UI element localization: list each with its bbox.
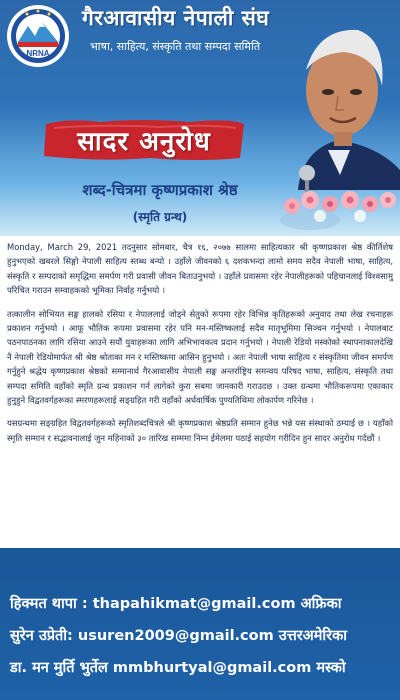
poster-header	[0, 0, 400, 236]
banner-title: सादर अनुरोध	[77, 127, 211, 157]
paragraph: यसग्रन्थमा सङ्ग्रहित विद्वतवर्गहरूको स्मृतिशब्दचित्रले श्री कृष्णप्रकाश श्रेष्ठप्रति सम्मान हुनेछ भन्ने यस संस्थाको ठम्याई छ । यहाँको स्मृति सम्मान र सद्भावनालाई जुन महिनाको ३० तारिख सम्ममा निम्न ईमेलमा पठाई सहयोग गरीदिन हुन सादर अनुरोध गर्दछौं ।	[7, 418, 393, 443]
contact-footer	[0, 548, 400, 700]
contact-line: सुरेन उप्रेती: usuren2009@gmail.com उत्तरअमेरिका	[10, 628, 347, 644]
body-text	[0, 236, 400, 548]
paragraph: तत्कालीन सोभियत सङ्घ हालको रसिया र नेपाललाई जोड्ने सेतुको रूपमा रहेर विभिन्न कृतिहरूको अनुवाद तथा लेख रचनाहरू प्रकाशन गर्नुभयो । आफू भौतिक रूपमा प्रवासमा रहेर पनि मन-मस्तिष्कलाई सदैव मातृभूमिमा सिञ्चन गर्नुभयो । नेपालबाट पठनपाठनका लागि रसिया आउने सयौं युवाहरूका लागि अभिभावकत्व प्रदान गर्नुभयो । नेपाली रेडियो मस्कोको स्थापनाकालदेखि नै नेपाली रेडियोमार्फत श्री श्रेष्ठ श्रोताका मन र मस्तिष्कमा आसिन हुनुभयो । अतः नेपाली भाषा साहित्य र संस्कृतिमा जीवन समर्पण गर्नुहुने श्रद्धेय कृष्णप्रकाश श्रेष्ठको सम्मानार्थ गैरआवासीय नेपाली सङ्घ अन्तर्राष्ट्रिय समन्वय परिषद भाषा, साहित्य, संस्कृति तथा सम्पदा समिति वहाँको स्मृति ग्रन्थ प्रकाशन गर्न लागेको कुरा सबमा जानकारी गराउदछ । उक्त ग्रन्थमा भौतिकरूपमा एकाकार हुनुहुने विद्वतवर्गहरूका स्मरणहरूलाई सङ्ग्रहित गरी वहाँको अर्धवार्षिक पुण्यतिथिमा लोकार्पण गरिनेछ ।	[7, 308, 393, 406]
logo-text: NRNA	[26, 49, 50, 58]
headline-subject: शब्द-चित्रमा कृष्णप्रकाश श्रेष्ठ	[82, 181, 238, 199]
portrait-photo	[278, 0, 400, 190]
org-subtitle: भाषा, साहित्य, संस्कृति तथा सम्पदा समिति	[90, 40, 261, 53]
paragraph: Monday, March 29, 2021 तदनुसार सोमबार, चैत्र १६, २०७७ सालमा साहित्यकार श्री कृष्णप्रकाश श्रेष्ठ कीर्तिशेष हुनुभएको खबरले सिङ्गो नेपाली साहित्य स्तब्ध बन्यो । उहाँले जीवनको ६ दशकभन्दा लामो समय सदैव नेपाली भाषा, साहित्य, संस्कृति र सम्पदाको समृद्धिमा समर्पण गरी प्रवासी जीवन बिताउनुभयो । उहाँले प्रवासमा रहेर नेपालीहरूको पहिचानलाई विश्वसामु परिचित गराउन सम्वाहकको भूमिका निर्वाह गर्नुभयो ।	[7, 242, 393, 296]
contact-line: डा. मन मुर्ति भुर्तेल mmbhurtyal@gmail.com मस्को	[10, 660, 346, 676]
headline-subtitle: (स्मृति ग्रन्थ)	[132, 210, 188, 224]
org-title: गैरआवासीय नेपाली संघ	[82, 6, 270, 30]
nrna-logo	[6, 4, 70, 68]
contact-line: हिक्मत थापा : thapahikmat@gmail.com अफ्रिका	[10, 596, 342, 612]
flower-decoration	[280, 180, 400, 236]
